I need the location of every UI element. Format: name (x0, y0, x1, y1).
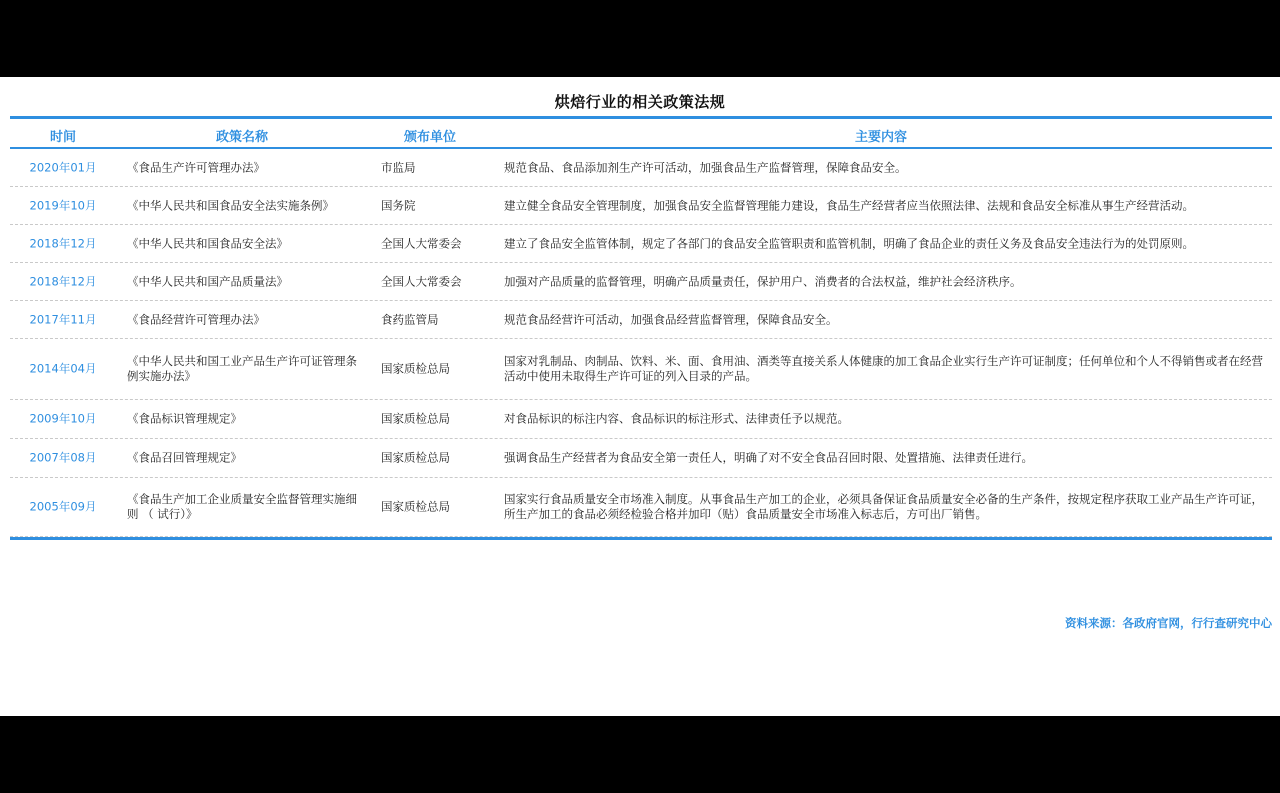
row-policy-name: 《中华人民共和国工业产品生产许可证管理条例实施办法》 (127, 354, 357, 383)
letterbox-top (0, 0, 1280, 77)
row-content: 对食品标识的标注内容、食品标识的标注形式、法律责任予以规范。 (504, 411, 849, 426)
header-content: 主要内容 (855, 130, 908, 145)
row-content: 规范食品经营许可活动，加强食品经营监督管理，保障食品安全。 (504, 312, 838, 326)
row-policy-name: 《食品经营许可管理办法》 (127, 312, 265, 326)
policy-table (10, 116, 1272, 540)
row-org: 国家质检总局 (381, 411, 450, 426)
table-row (10, 225, 1272, 263)
header-org: 颁布单位 (404, 130, 457, 145)
table-row (10, 478, 1272, 537)
row-org: 国家质检总局 (381, 361, 450, 376)
row-content: 加强对产品质量的监督管理，明确产品质量责任，保护用户、消费者的合法权益，维护社会经济秩序。 (504, 274, 1022, 288)
table-row (10, 301, 1272, 339)
row-content: 强调食品生产经营者为食品安全第一责任人，明确了对不安全食品召回时限、处置措施、法律责任进行。 (504, 450, 1033, 465)
row-org: 市监局 (381, 160, 416, 174)
table-header (10, 119, 1272, 147)
row-date: 2019年10月 (29, 198, 97, 212)
table-bottom-rule (10, 537, 1272, 540)
row-content: 国家实行食品质量安全市场准入制度。从事食品生产加工的企业，必须具备保证食品质量安全必备的生产条件，按规定程序获取工业产品生产许可证，所生产加工的食品必须经检验合格并加印（贴）食品质量安全市场准入标志后，方可出厂销售。 (504, 492, 1263, 521)
row-policy-name: 《中华人民共和国食品安全法》 (127, 236, 288, 250)
table-row (10, 149, 1272, 187)
row-content: 建立健全食品安全管理制度，加强食品安全监督管理能力建设，食品生产经营者应当依照法律、法规和食品安全标准从事生产经营活动。 (504, 198, 1194, 212)
row-content: 规范食品、食品添加剂生产许可活动，加强食品生产监督管理，保障食品安全。 (504, 160, 907, 174)
row-policy-name: 《食品召回管理规定》 (127, 450, 242, 465)
header-date: 时间 (50, 130, 77, 145)
row-date: 2017年11月 (29, 312, 97, 326)
row-date: 2014年04月 (29, 361, 97, 376)
row-date: 2018年12月 (29, 274, 97, 288)
page-title: 烘焙行业的相关政策法规 (554, 93, 726, 111)
row-date: 2018年12月 (29, 236, 97, 250)
row-org: 食药监管局 (381, 312, 439, 326)
letterbox-bottom (0, 716, 1280, 793)
row-policy-name: 《中华人民共和国产品质量法》 (127, 274, 288, 288)
row-content: 国家对乳制品、肉制品、饮料、米、面、食用油、酒类等直接关系人体健康的加工食品企业实行生产许可证制度；任何单位和个人不得销售或者在经营活动中使用未取得生产许可证的列入目录的产品。 (504, 354, 1263, 383)
row-date: 2007年08月 (29, 450, 97, 465)
row-policy-name: 《食品生产加工企业质量安全监督管理实施细则 （ 试行）》 (127, 492, 357, 521)
row-org: 全国人大常委会 (381, 236, 462, 250)
header-name: 政策名称 (216, 130, 269, 145)
row-org: 国务院 (381, 198, 416, 212)
source-note: 资料来源：各政府官网，行行查研究中心 (1065, 616, 1272, 630)
row-org: 国家质检总局 (381, 450, 450, 465)
table-row (10, 187, 1272, 225)
table-row (10, 339, 1272, 400)
row-policy-name: 《食品标识管理规定》 (127, 411, 242, 426)
row-date: 2020年01月 (29, 160, 97, 174)
row-policy-name: 《中华人民共和国食品安全法实施条例》 (127, 198, 334, 212)
row-org: 全国人大常委会 (381, 274, 462, 288)
table-row (10, 263, 1272, 301)
table-row (10, 400, 1272, 439)
row-date: 2009年10月 (29, 411, 97, 426)
row-org: 国家质检总局 (381, 499, 450, 514)
row-policy-name: 《食品生产许可管理办法》 (127, 160, 265, 174)
table-row (10, 439, 1272, 478)
row-date: 2005年09月 (29, 499, 97, 514)
row-content: 建立了食品安全监管体制，规定了各部门的食品安全监管职责和监管机制，明确了食品企业的责任义务及食品安全违法行为的处罚原则。 (504, 236, 1194, 250)
